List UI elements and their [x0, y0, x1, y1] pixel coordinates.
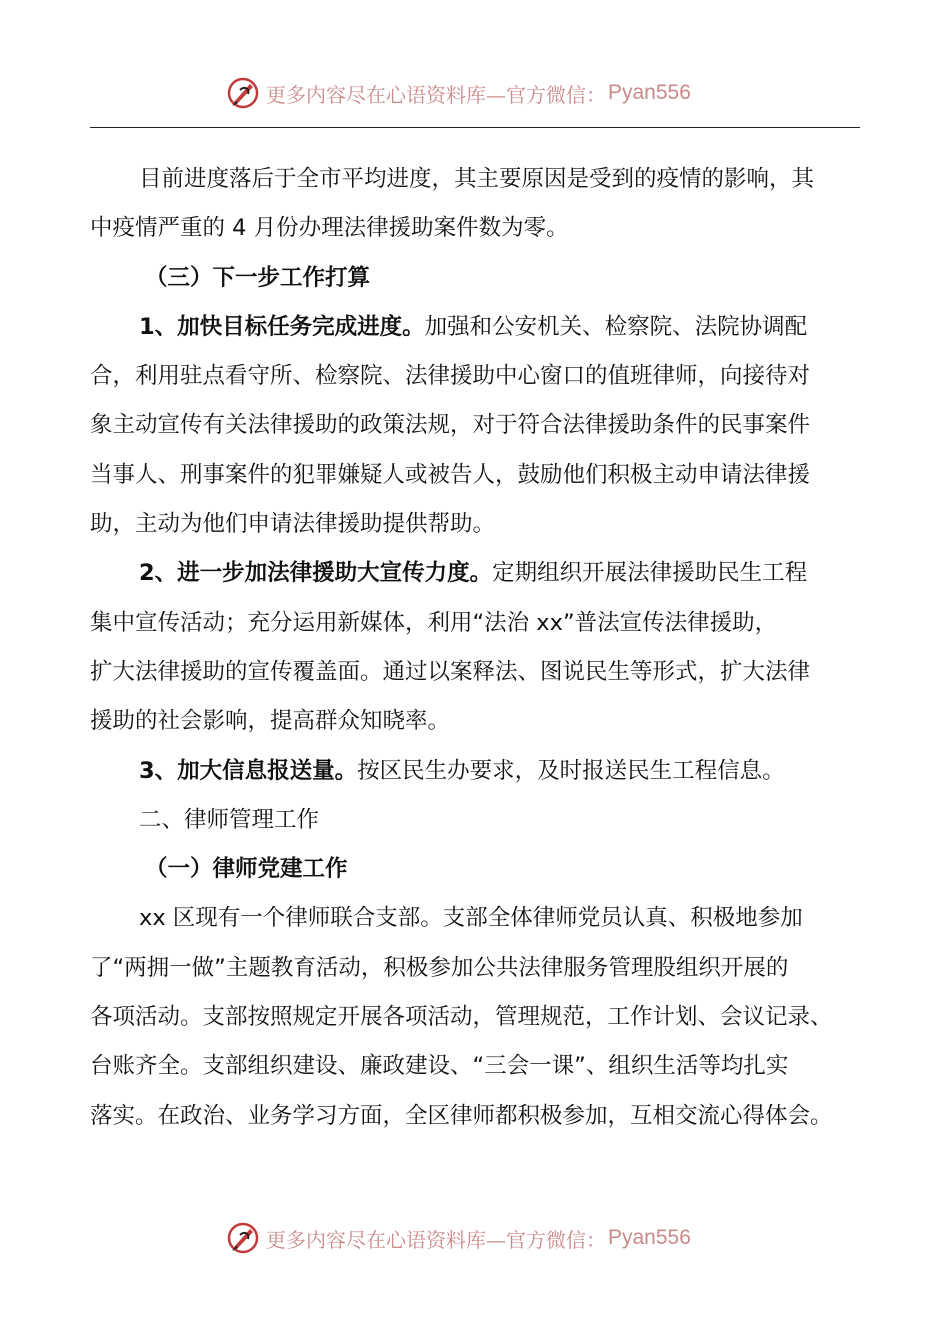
paragraph-line: 中疫情严重的 4 月份办理法律援助案件数为零。 [90, 215, 569, 242]
section-heading: （一）律师党建工作 [145, 856, 348, 883]
paragraph-line: 助，主动为他们申请法律援助提供帮助。 [90, 511, 496, 538]
section-title: 二、律师管理工作 [139, 806, 320, 833]
paragraph-line [90, 303, 860, 352]
paragraph-line: 落实。在政治、业务学习方面，全区律师都积极参加，互相交流心得体会。 [90, 1102, 833, 1129]
item-lead: 2、进一步加法律援助大宣传力度。 [139, 560, 493, 587]
footer-watermark [226, 1218, 691, 1258]
header-divider [90, 127, 860, 128]
document-body [90, 155, 860, 1141]
item-text: 定期组织开展法律援助民生工程 [492, 560, 808, 587]
paragraph-line: 合，利用驻点看守所、检察院、法律援助中心窗口的值班律师，向接待对 [90, 363, 811, 390]
paragraph-line [90, 549, 860, 598]
pen-logo-icon [226, 76, 260, 110]
paragraph-line [90, 747, 860, 796]
paragraph-line: 集中宣传活动；充分运用新媒体，利用“法治 xx”普法宣传法律援助， [90, 609, 778, 636]
item-text: 加强和公安机关、检察院、法院协调配 [424, 313, 808, 340]
paragraph-line: 象主动宣传有关法律援助的政策法规，对于符合法律援助条件的民事案件 [90, 412, 811, 439]
item-text: 按区民生办要求，及时报送民生工程信息。 [357, 757, 785, 784]
watermark-text: 更多内容尽在心语资料库—官方微信： [266, 82, 606, 107]
paragraph-line: 了“两拥一做”主题教育活动，积极参加公共法律服务管理股组织开展的 [90, 954, 789, 981]
paragraph-line: 各项活动。支部按照规定开展各项活动，管理规范，工作计划、会议记录、 [90, 1004, 833, 1031]
watermark-text: 更多内容尽在心语资料库—官方微信： [266, 1227, 606, 1252]
watermark-wechat-id: Pyan556 [608, 81, 691, 104]
section-heading: （三）下一步工作打算 [145, 264, 371, 291]
paragraph-line: xx 区现有一个律师联合支部。支部全体律师党员认真、积极地参加 [139, 905, 803, 932]
item-lead: 1、加快目标任务完成进度。 [139, 313, 425, 340]
item-lead: 3、加大信息报送量。 [139, 757, 358, 784]
paragraph-line: 当事人、刑事案件的犯罪嫌疑人或被告人，鼓励他们积极主动申请法律援 [90, 461, 811, 488]
paragraph-line: 援助的社会影响，提高群众知晓率。 [90, 708, 451, 735]
paragraph-line: 扩大法律援助的宣传覆盖面。通过以案释法、图说民生等形式，扩大法律 [90, 658, 811, 685]
header-watermark [226, 73, 691, 113]
watermark-wechat-id: Pyan556 [608, 1226, 691, 1249]
paragraph-line: 台账齐全。支部组织建设、廉政建设、“三会一课”、组织生活等均扎实 [90, 1053, 789, 1080]
paragraph-line: 目前进度落后于全市平均进度，其主要原因是受到的疫情的影响，其 [139, 166, 815, 192]
pen-logo-icon [226, 1221, 260, 1255]
